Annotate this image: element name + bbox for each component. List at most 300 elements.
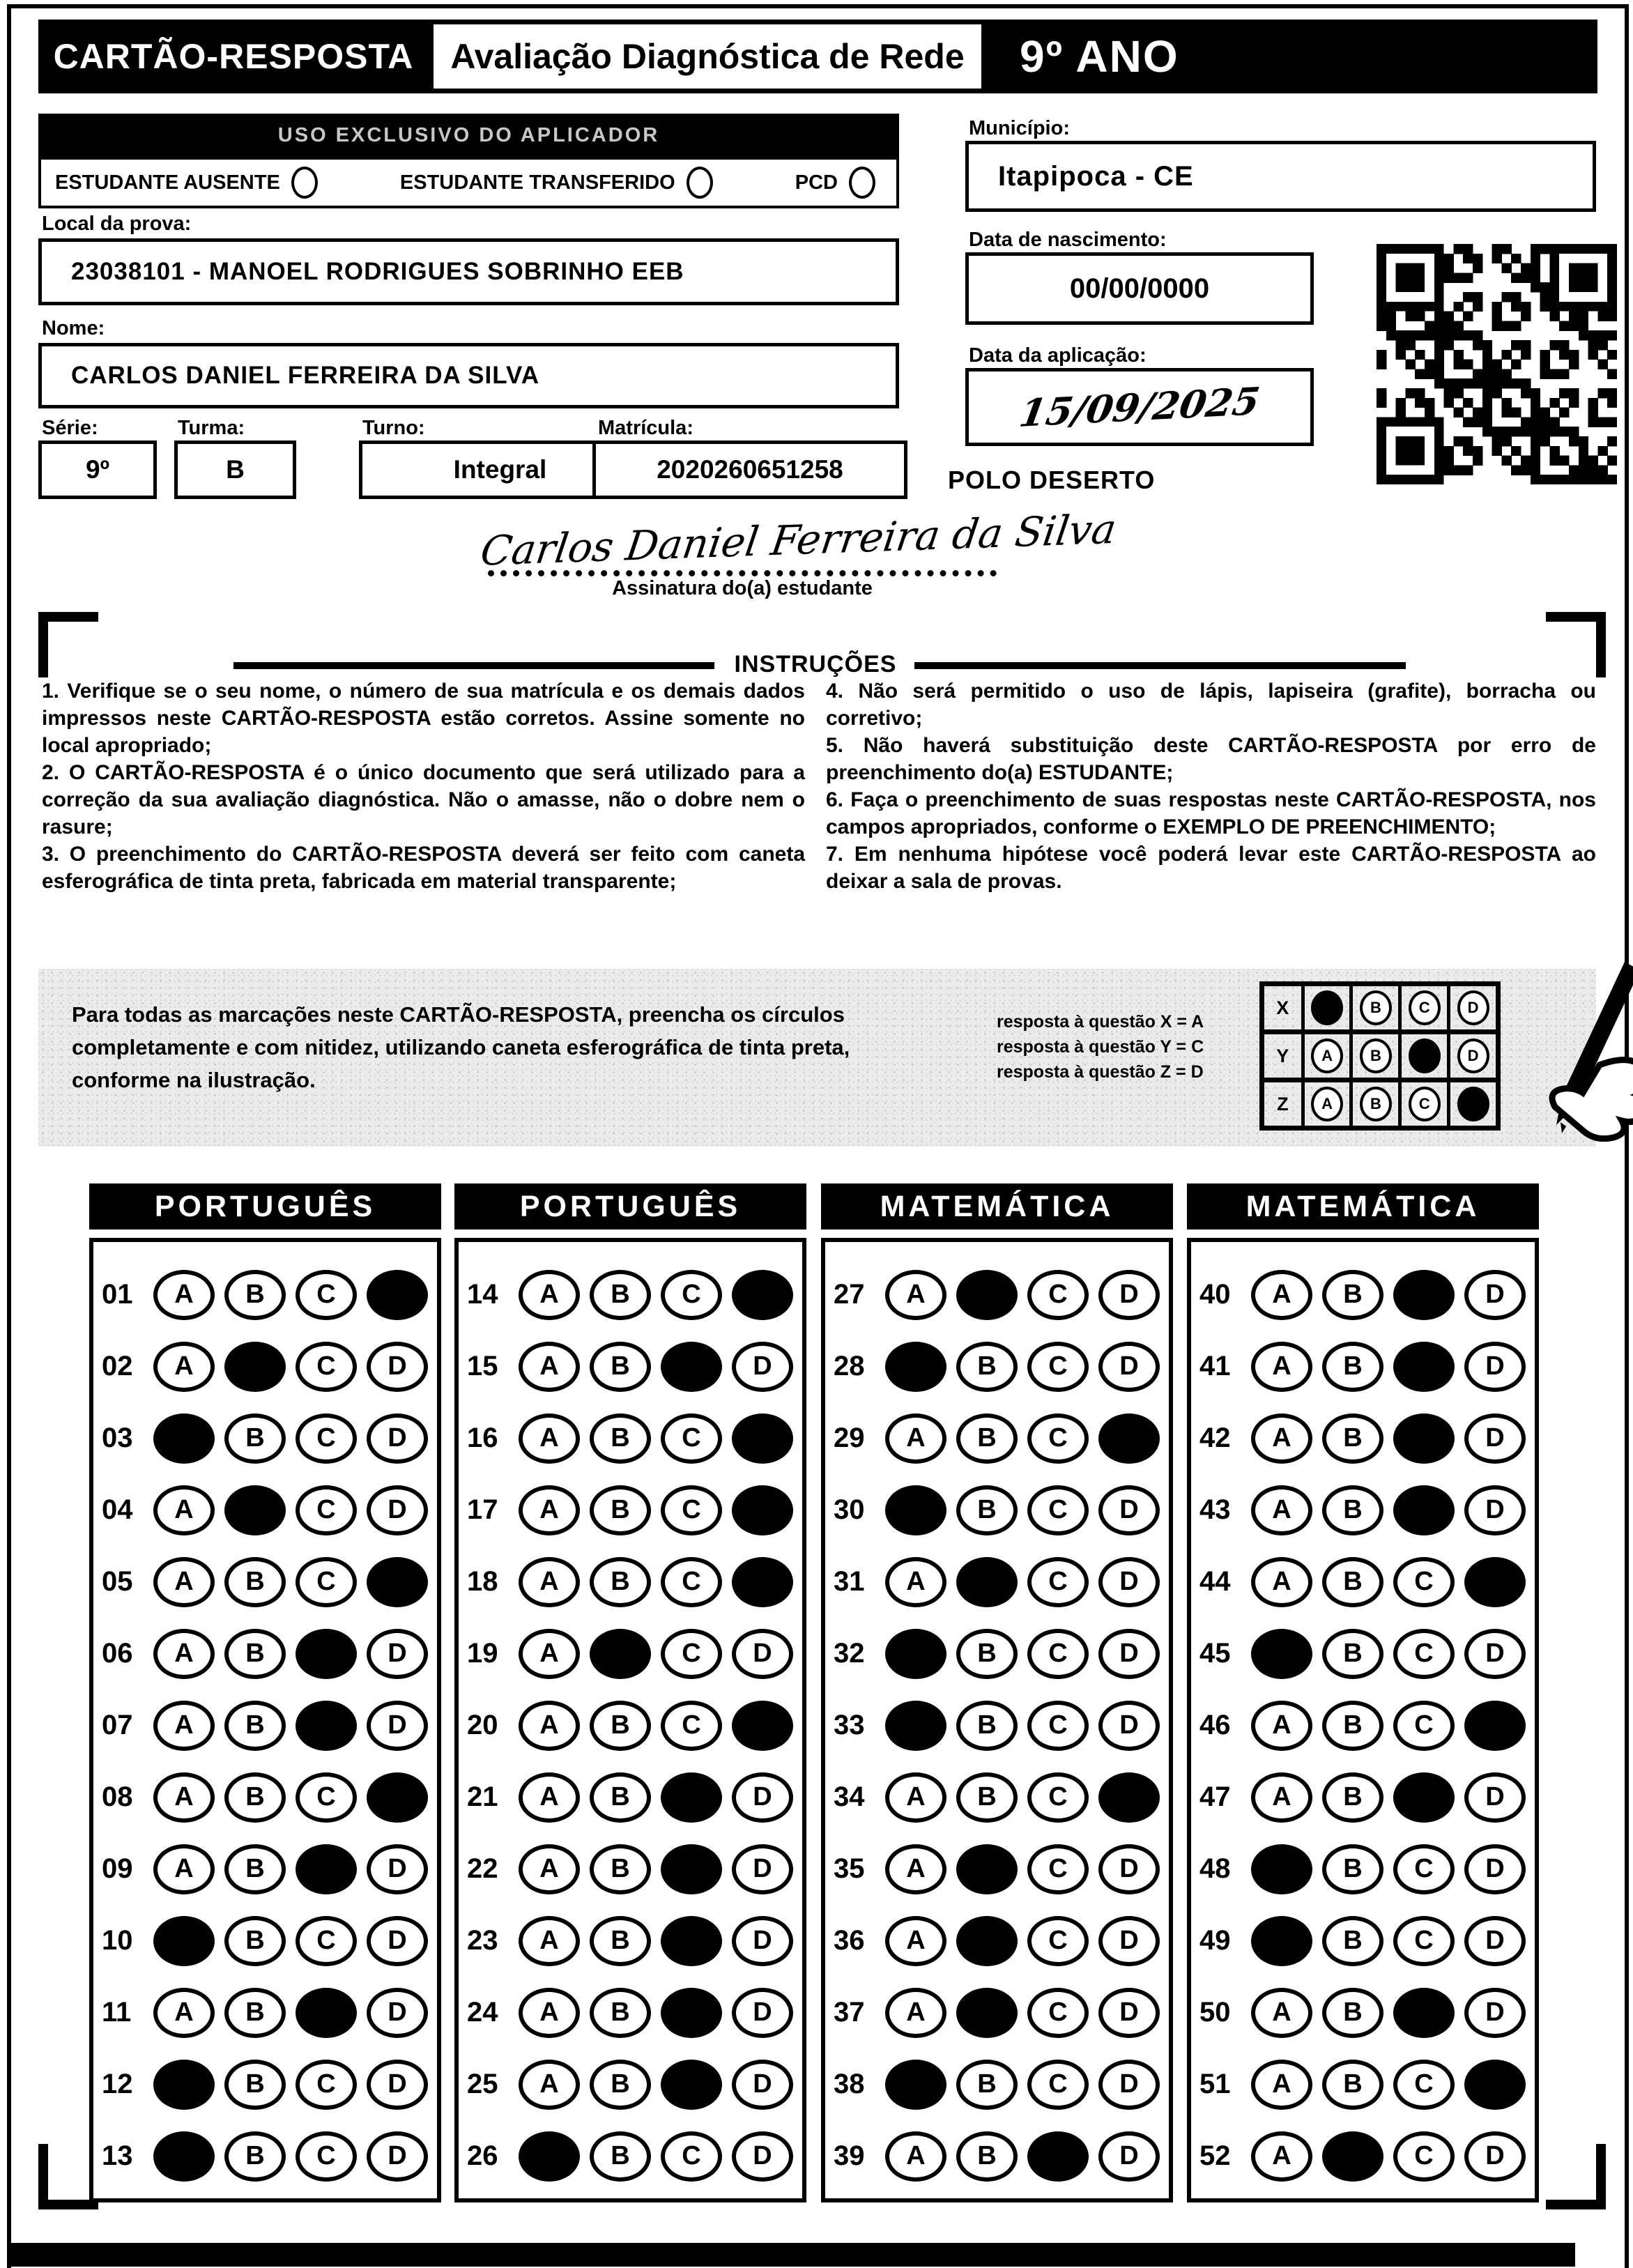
bubble-letter: B <box>611 1782 630 1811</box>
bubble-letter: C <box>682 1567 701 1596</box>
bubble-q42-c-filled[interactable] <box>1393 1413 1455 1464</box>
bubble-letter: D <box>753 2141 772 2170</box>
question-number: 10 <box>102 1925 133 1956</box>
bubble-q11-b[interactable] <box>224 1988 286 2038</box>
example-keys <box>997 1009 1241 1085</box>
bubble-q42-d[interactable] <box>1464 1413 1526 1464</box>
bubble-q18-b[interactable] <box>590 1557 651 1607</box>
bubble-letter: D <box>753 1998 772 2027</box>
bubble-q33-a-filled[interactable] <box>885 1701 946 1751</box>
bubble-q50-a[interactable] <box>1251 1988 1312 2038</box>
bubble-q16-d-filled[interactable] <box>732 1413 793 1464</box>
bubble-q31-b-filled[interactable] <box>956 1557 1018 1607</box>
bubble-letter: C <box>316 1495 336 1524</box>
bubble-q45-d[interactable] <box>1464 1629 1526 1679</box>
bubble-q36-d[interactable] <box>1098 1916 1160 1966</box>
bubble-letter: A <box>539 1351 559 1381</box>
qr-code <box>1377 244 1617 484</box>
bubble-q04-d[interactable] <box>367 1485 428 1535</box>
bubble-q07-d[interactable] <box>367 1701 428 1751</box>
bubble-q47-c-filled[interactable] <box>1393 1772 1455 1823</box>
local-label: Local da prova: <box>42 213 192 235</box>
bubble-q23-a[interactable] <box>519 1916 580 1966</box>
bubble-q37-a[interactable] <box>885 1988 946 2038</box>
bubble-q29-b[interactable] <box>956 1413 1018 1464</box>
bubble-q14-b[interactable] <box>590 1270 651 1320</box>
bubble-q15-b[interactable] <box>590 1342 651 1392</box>
bubble-q06-b[interactable] <box>224 1629 286 1679</box>
bubble-q10-b[interactable] <box>224 1916 286 1966</box>
bubble-q29-a[interactable] <box>885 1413 946 1464</box>
bubble-q51-b[interactable] <box>1322 2060 1383 2110</box>
bubble-q32-a-filled[interactable] <box>885 1629 946 1679</box>
bubble-q27-b-filled[interactable] <box>956 1270 1018 1320</box>
bubble-q48-c[interactable] <box>1393 1844 1455 1894</box>
bubble-q15-a[interactable] <box>519 1342 580 1392</box>
bubble-q36-c[interactable] <box>1027 1916 1089 1966</box>
question-row <box>1199 2120 1531 2192</box>
bubble-q39-c-filled[interactable] <box>1027 2131 1089 2182</box>
bubble-q44-c[interactable] <box>1393 1557 1455 1607</box>
question-row <box>834 1833 1165 1905</box>
bubble-q12-c[interactable] <box>296 2060 357 2110</box>
bubble-q33-c[interactable] <box>1027 1701 1089 1751</box>
bubble-q38-c[interactable] <box>1027 2060 1089 2110</box>
bubble-q39-a[interactable] <box>885 2131 946 2182</box>
question-number: 31 <box>834 1566 865 1597</box>
bubble-q06-a[interactable] <box>153 1629 215 1679</box>
bubble-q21-a[interactable] <box>519 1772 580 1823</box>
bubble-q51-a[interactable] <box>1251 2060 1312 2110</box>
bubble-q08-a[interactable] <box>153 1772 215 1823</box>
bubble-q16-b[interactable] <box>590 1413 651 1464</box>
bubble-q16-a[interactable] <box>519 1413 580 1464</box>
bubble-letter: C <box>1048 1280 1068 1309</box>
example-bubble-d: D <box>1457 1039 1489 1073</box>
bubble-letter: C <box>1414 1926 1434 1955</box>
bubble-q39-b[interactable] <box>956 2131 1018 2182</box>
bubble-q13-d[interactable] <box>367 2131 428 2182</box>
option-estudante-ausente <box>55 167 318 199</box>
bubble-q25-a[interactable] <box>519 2060 580 2110</box>
signature-line[interactable] <box>488 528 997 576</box>
bubble-q46-a[interactable] <box>1251 1701 1312 1751</box>
bubble-q22-b[interactable] <box>590 1844 651 1894</box>
question-row <box>834 1331 1165 1402</box>
bubble-q08-b[interactable] <box>224 1772 286 1823</box>
bubble-q26-b[interactable] <box>590 2131 651 2182</box>
bubble-letter: C <box>682 1495 701 1524</box>
bubble-q10-d[interactable] <box>367 1916 428 1966</box>
bubble-q06-c-filled[interactable] <box>296 1629 357 1679</box>
question-number: 24 <box>467 1997 498 2028</box>
bubble-q48-b[interactable] <box>1322 1844 1383 1894</box>
question-number: 03 <box>102 1423 133 1453</box>
bubble-q37-c[interactable] <box>1027 1988 1089 2038</box>
instruction-item: 5. Não haverá substituição deste CARTÃO-RESPOSTA por erro de preenchimento do(a) ESTUDANTE; <box>826 734 1596 784</box>
bubble-q33-b[interactable] <box>956 1701 1018 1751</box>
bubble-q18-a[interactable] <box>519 1557 580 1607</box>
bubble-letter: D <box>388 2141 407 2170</box>
bubble-q14-a[interactable] <box>519 1270 580 1320</box>
bubble-q25-d[interactable] <box>732 2060 793 2110</box>
question-row <box>467 1546 798 1618</box>
bubble-letter: A <box>1272 1710 1291 1740</box>
bubble-q24-c-filled[interactable] <box>661 1988 722 2038</box>
question-row <box>834 1618 1165 1689</box>
bubble-q45-b[interactable] <box>1322 1629 1383 1679</box>
bubble-q43-b[interactable] <box>1322 1485 1383 1535</box>
bubble-q46-d-filled[interactable] <box>1464 1701 1526 1751</box>
bubble-letter: D <box>1119 1998 1139 2027</box>
bubble-q30-b[interactable] <box>956 1485 1018 1535</box>
bubble-letter: A <box>539 1998 559 2027</box>
example-bubble-b: B <box>1360 990 1392 1025</box>
bubble-q11-d[interactable] <box>367 1988 428 2038</box>
bubble-letter: D <box>1485 1639 1505 1668</box>
bubble-q03-d[interactable] <box>367 1413 428 1464</box>
question-number: 33 <box>834 1710 865 1740</box>
bubble-q15-c-filled[interactable] <box>661 1342 722 1392</box>
instructions-right <box>826 677 1596 895</box>
municipio-value-box: Itapipoca - CE <box>965 141 1596 212</box>
bubble-q21-b[interactable] <box>590 1772 651 1823</box>
question-row <box>102 1977 433 2048</box>
corner-mark-top-left <box>38 612 98 677</box>
bubble-q03-c[interactable] <box>296 1413 357 1464</box>
example-bubble-d <box>1457 1087 1489 1121</box>
bubble-q34-b[interactable] <box>956 1772 1018 1823</box>
bubble-q38-a-filled[interactable] <box>885 2060 946 2110</box>
question-row <box>102 1331 433 1402</box>
bubble-letter: C <box>682 1639 701 1668</box>
bubble-q37-b-filled[interactable] <box>956 1988 1018 2038</box>
bubble-letter: A <box>539 1495 559 1524</box>
bubble-q22-a[interactable] <box>519 1844 580 1894</box>
bubble-q04-c[interactable] <box>296 1485 357 1535</box>
bubble-q02-a[interactable] <box>153 1342 215 1392</box>
bubble-q49-a-filled[interactable] <box>1251 1916 1312 1966</box>
bubble-q47-d[interactable] <box>1464 1772 1526 1823</box>
bubble-letter: B <box>1343 1495 1363 1524</box>
bubble-letter: A <box>1272 2069 1291 2099</box>
bubble-q23-d[interactable] <box>732 1916 793 1966</box>
bubble-q13-b[interactable] <box>224 2131 286 2182</box>
bubble-q21-c-filled[interactable] <box>661 1772 722 1823</box>
question-row <box>467 1905 798 1977</box>
transferido-bubble[interactable] <box>687 167 713 199</box>
bubble-q26-a-filled[interactable] <box>519 2131 580 2182</box>
bubble-q11-c-filled[interactable] <box>296 1988 357 2038</box>
bubble-q31-a[interactable] <box>885 1557 946 1607</box>
bubble-letter: A <box>539 1423 559 1453</box>
bubble-letter: B <box>977 1710 997 1740</box>
bubble-q51-c[interactable] <box>1393 2060 1455 2110</box>
bubble-q17-d-filled[interactable] <box>732 1485 793 1535</box>
bubble-q11-a[interactable] <box>153 1988 215 2038</box>
bubble-q32-d[interactable] <box>1098 1629 1160 1679</box>
question-number: 39 <box>834 2140 865 2171</box>
bubble-q02-c[interactable] <box>296 1342 357 1392</box>
bubble-q43-d[interactable] <box>1464 1485 1526 1535</box>
nascimento-value-box: 00/00/0000 <box>965 252 1314 325</box>
bubble-q28-b[interactable] <box>956 1342 1018 1392</box>
bubble-q05-c[interactable] <box>296 1557 357 1607</box>
bubble-q40-b[interactable] <box>1322 1270 1383 1320</box>
bubble-q17-c[interactable] <box>661 1485 722 1535</box>
bubble-q14-d-filled[interactable] <box>732 1270 793 1320</box>
bubble-q24-b[interactable] <box>590 1988 651 2038</box>
bubble-q52-c[interactable] <box>1393 2131 1455 2182</box>
bubble-q50-c-filled[interactable] <box>1393 1988 1455 2038</box>
bubble-q22-d[interactable] <box>732 1844 793 1894</box>
bubble-q39-d[interactable] <box>1098 2131 1160 2182</box>
bubble-letter: B <box>245 1926 265 1955</box>
bubble-q02-d[interactable] <box>367 1342 428 1392</box>
bubble-q44-b[interactable] <box>1322 1557 1383 1607</box>
bubble-q52-d[interactable] <box>1464 2131 1526 2182</box>
bubble-q10-a-filled[interactable] <box>153 1916 215 1966</box>
bubble-q35-b-filled[interactable] <box>956 1844 1018 1894</box>
bubble-letter: A <box>1272 1998 1291 2027</box>
bubble-q28-d[interactable] <box>1098 1342 1160 1392</box>
bubble-q50-d[interactable] <box>1464 1988 1526 2038</box>
bubble-q33-d[interactable] <box>1098 1701 1160 1751</box>
bubble-q19-c[interactable] <box>661 1629 722 1679</box>
bubble-q15-d[interactable] <box>732 1342 793 1392</box>
bubble-q04-b-filled[interactable] <box>224 1485 286 1535</box>
bubble-q09-c-filled[interactable] <box>296 1844 357 1894</box>
bubble-q40-c-filled[interactable] <box>1393 1270 1455 1320</box>
bubble-q40-a[interactable] <box>1251 1270 1312 1320</box>
bubble-letter: B <box>977 1423 997 1453</box>
bubble-q52-a[interactable] <box>1251 2131 1312 2182</box>
bubble-letter: B <box>1343 2069 1363 2099</box>
bubble-q42-a[interactable] <box>1251 1413 1312 1464</box>
bubble-q49-b[interactable] <box>1322 1916 1383 1966</box>
bubble-q32-c[interactable] <box>1027 1629 1089 1679</box>
question-number: 13 <box>102 2140 133 2171</box>
bubble-letter: C <box>316 1926 336 1955</box>
bubble-q03-b[interactable] <box>224 1413 286 1464</box>
bubble-q09-a[interactable] <box>153 1844 215 1894</box>
matricula-value-box: 2020260651258 <box>592 440 907 499</box>
bubble-letter: D <box>1485 1495 1505 1524</box>
bubble-q40-d[interactable] <box>1464 1270 1526 1320</box>
bubble-q18-d-filled[interactable] <box>732 1557 793 1607</box>
bubble-q24-a[interactable] <box>519 1988 580 2038</box>
bubble-q04-a[interactable] <box>153 1485 215 1535</box>
bubble-letter: A <box>1272 1495 1291 1524</box>
bubble-q24-d[interactable] <box>732 1988 793 2038</box>
bubble-q10-c[interactable] <box>296 1916 357 1966</box>
bubble-q07-c-filled[interactable] <box>296 1701 357 1751</box>
question-number: 14 <box>467 1279 498 1310</box>
bubble-q51-d-filled[interactable] <box>1464 2060 1526 2110</box>
question-row <box>1199 1833 1531 1905</box>
bubble-q21-d[interactable] <box>732 1772 793 1823</box>
bubble-q44-d-filled[interactable] <box>1464 1557 1526 1607</box>
bubble-q28-a-filled[interactable] <box>885 1342 946 1392</box>
bubble-q41-d[interactable] <box>1464 1342 1526 1392</box>
bubble-q06-d[interactable] <box>367 1629 428 1679</box>
bubble-q34-a[interactable] <box>885 1772 946 1823</box>
bubble-letter: C <box>1048 1710 1068 1740</box>
bubble-q09-d[interactable] <box>367 1844 428 1894</box>
bubble-q16-c[interactable] <box>661 1413 722 1464</box>
bubble-letter: D <box>1119 1854 1139 1883</box>
question-number: 25 <box>467 2069 498 2099</box>
bubble-q43-c-filled[interactable] <box>1393 1485 1455 1535</box>
bubble-q08-d-filled[interactable] <box>367 1772 428 1823</box>
bubble-q08-c[interactable] <box>296 1772 357 1823</box>
bubble-q27-a[interactable] <box>885 1270 946 1320</box>
bubble-letter: C <box>682 1280 701 1309</box>
bubble-q12-a-filled[interactable] <box>153 2060 215 2110</box>
bubble-q46-b[interactable] <box>1322 1701 1383 1751</box>
bubble-q35-d[interactable] <box>1098 1844 1160 1894</box>
bubble-letter: C <box>1414 1639 1434 1668</box>
bubble-q34-d-filled[interactable] <box>1098 1772 1160 1823</box>
bubble-letter: B <box>245 1854 265 1883</box>
bubble-q01-b[interactable] <box>224 1270 286 1320</box>
bubble-q12-d[interactable] <box>367 2060 428 2110</box>
bubble-q09-b[interactable] <box>224 1844 286 1894</box>
bubble-letter: A <box>1272 1280 1291 1309</box>
question-number: 35 <box>834 1853 865 1884</box>
bubble-q01-c[interactable] <box>296 1270 357 1320</box>
bubble-letter: C <box>1048 1926 1068 1955</box>
bubble-q45-c[interactable] <box>1393 1629 1455 1679</box>
bubble-q17-b[interactable] <box>590 1485 651 1535</box>
bubble-q19-d[interactable] <box>732 1629 793 1679</box>
example-key-line: resposta à questão Z = D <box>997 1062 1204 1082</box>
bubble-q29-d-filled[interactable] <box>1098 1413 1160 1464</box>
bubble-q47-a[interactable] <box>1251 1772 1312 1823</box>
bubble-q22-c-filled[interactable] <box>661 1844 722 1894</box>
bubble-q52-b-filled[interactable] <box>1322 2131 1383 2182</box>
bubble-q05-b[interactable] <box>224 1557 286 1607</box>
turma-value-box: B <box>174 440 296 499</box>
bubble-q35-c[interactable] <box>1027 1844 1089 1894</box>
question-number: 15 <box>467 1351 498 1381</box>
bubble-q25-b[interactable] <box>590 2060 651 2110</box>
bubble-q30-c[interactable] <box>1027 1485 1089 1535</box>
bubble-q29-c[interactable] <box>1027 1413 1089 1464</box>
bubble-q38-b[interactable] <box>956 2060 1018 2110</box>
question-number: 49 <box>1199 1925 1231 1956</box>
bubble-q47-b[interactable] <box>1322 1772 1383 1823</box>
bubble-q26-c[interactable] <box>661 2131 722 2182</box>
bubble-q28-c[interactable] <box>1027 1342 1089 1392</box>
bubble-q07-a[interactable] <box>153 1701 215 1751</box>
bubble-q36-b-filled[interactable] <box>956 1916 1018 1966</box>
bubble-q13-c[interactable] <box>296 2131 357 2182</box>
bubble-letter: B <box>611 1567 630 1596</box>
bubble-q43-a[interactable] <box>1251 1485 1312 1535</box>
bubble-letter: C <box>1048 1567 1068 1596</box>
bubble-q38-d[interactable] <box>1098 2060 1160 2110</box>
bubble-letter: C <box>1048 1782 1068 1811</box>
question-row <box>834 1689 1165 1761</box>
bubble-q49-d[interactable] <box>1464 1916 1526 1966</box>
serie-value-box: 9º <box>38 440 157 499</box>
bubble-q26-d[interactable] <box>732 2131 793 2182</box>
bubble-q27-d[interactable] <box>1098 1270 1160 1320</box>
bubble-q25-c-filled[interactable] <box>661 2060 722 2110</box>
bubble-letter: D <box>388 1710 407 1740</box>
bubble-q49-c[interactable] <box>1393 1916 1455 1966</box>
example-row-label: Y <box>1264 1034 1305 1078</box>
bubble-q20-a[interactable] <box>519 1701 580 1751</box>
bubble-letter: B <box>1343 1998 1363 2027</box>
bubble-q17-a[interactable] <box>519 1485 580 1535</box>
bubble-q12-b[interactable] <box>224 2060 286 2110</box>
question-number: 34 <box>834 1782 865 1812</box>
bubble-q37-d[interactable] <box>1098 1988 1160 2038</box>
bubble-letter: B <box>977 2141 997 2170</box>
bubble-q30-d[interactable] <box>1098 1485 1160 1535</box>
bubble-q01-d-filled[interactable] <box>367 1270 428 1320</box>
bubble-q36-a[interactable] <box>885 1916 946 1966</box>
bubble-q34-c[interactable] <box>1027 1772 1089 1823</box>
bubble-q50-b[interactable] <box>1322 1988 1383 2038</box>
bubble-q19-a[interactable] <box>519 1629 580 1679</box>
bubble-q23-c-filled[interactable] <box>661 1916 722 1966</box>
bubble-q14-c[interactable] <box>661 1270 722 1320</box>
bubble-q30-a-filled[interactable] <box>885 1485 946 1535</box>
bubble-q07-b[interactable] <box>224 1701 286 1751</box>
bubble-q05-a[interactable] <box>153 1557 215 1607</box>
bubble-q05-d-filled[interactable] <box>367 1557 428 1607</box>
pcd-bubble[interactable] <box>849 167 875 199</box>
bubble-q45-a-filled[interactable] <box>1251 1629 1312 1679</box>
ausente-bubble[interactable] <box>291 167 318 199</box>
bubble-q41-b[interactable] <box>1322 1342 1383 1392</box>
bubble-letter: B <box>611 1423 630 1453</box>
bubble-q01-a[interactable] <box>153 1270 215 1320</box>
bubble-q13-a-filled[interactable] <box>153 2131 215 2182</box>
bubble-q46-c[interactable] <box>1393 1701 1455 1751</box>
bubble-q20-b[interactable] <box>590 1701 651 1751</box>
bubble-q02-b-filled[interactable] <box>224 1342 286 1392</box>
bubble-q35-a[interactable] <box>885 1844 946 1894</box>
bubble-letter: D <box>1485 1351 1505 1381</box>
bubble-q42-b[interactable] <box>1322 1413 1383 1464</box>
bubble-q32-b[interactable] <box>956 1629 1018 1679</box>
question-row <box>467 1402 798 1474</box>
bubble-q48-a-filled[interactable] <box>1251 1844 1312 1894</box>
bubble-q23-b[interactable] <box>590 1916 651 1966</box>
bubble-letter: A <box>906 1998 926 2027</box>
bubble-q27-c[interactable] <box>1027 1270 1089 1320</box>
bubble-q19-b-filled[interactable] <box>590 1629 651 1679</box>
question-number: 16 <box>467 1423 498 1453</box>
bubble-q03-a-filled[interactable] <box>153 1413 215 1464</box>
bubble-letter: A <box>1272 1567 1291 1596</box>
bubble-letter: C <box>1048 1639 1068 1668</box>
bubble-q20-d-filled[interactable] <box>732 1701 793 1751</box>
bubble-q48-d[interactable] <box>1464 1844 1526 1894</box>
bubble-q20-c[interactable] <box>661 1701 722 1751</box>
bubble-q18-c[interactable] <box>661 1557 722 1607</box>
example-bubble-a: A <box>1311 1039 1343 1073</box>
bubble-q41-c-filled[interactable] <box>1393 1342 1455 1392</box>
bubble-q31-c[interactable] <box>1027 1557 1089 1607</box>
bubble-q44-a[interactable] <box>1251 1557 1312 1607</box>
bubble-q31-d[interactable] <box>1098 1557 1160 1607</box>
bubble-q41-a[interactable] <box>1251 1342 1312 1392</box>
